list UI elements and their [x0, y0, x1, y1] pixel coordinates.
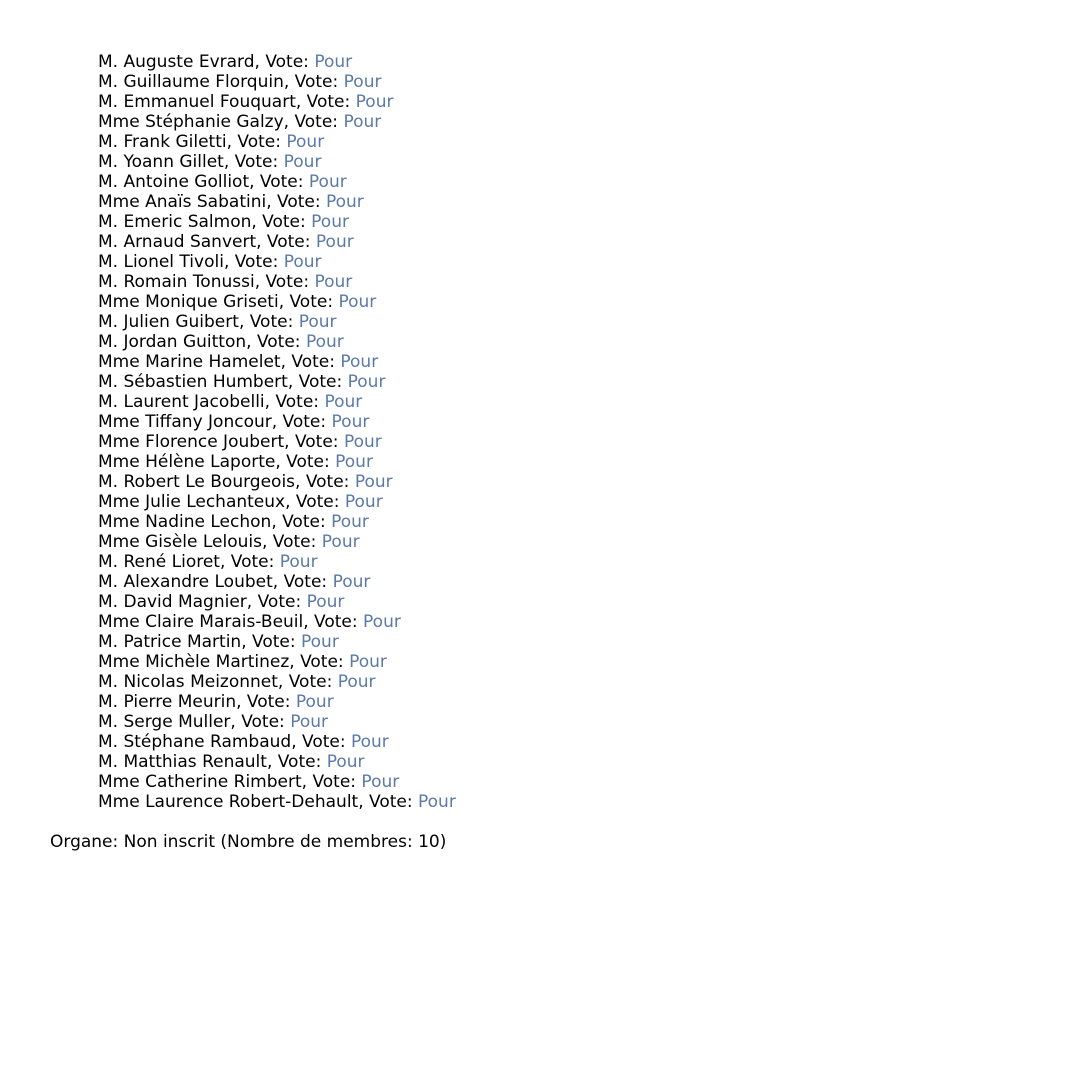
- voter-name: Mme Gisèle Lelouis: [98, 532, 262, 552]
- vote-value: Pour: [286, 132, 325, 152]
- vote-value: Pour: [306, 592, 345, 612]
- voter-row: [98, 452, 456, 472]
- voter-row: [98, 632, 456, 652]
- voter-name: M. Jordan Guitton: [98, 332, 247, 352]
- voter-row: [98, 252, 456, 272]
- vote-prefix: , Vote:: [271, 512, 332, 532]
- vote-value: Pour: [418, 792, 456, 812]
- vote-prefix: , Vote:: [264, 392, 325, 412]
- voter-name: Mme Stéphanie Galzy: [98, 112, 284, 132]
- vote-prefix: , Vote:: [280, 352, 341, 372]
- voter-row: [98, 572, 456, 592]
- vote-value: Pour: [326, 752, 365, 772]
- voter-row: [98, 152, 456, 172]
- vote-value: Pour: [337, 672, 376, 692]
- voter-name: M. Lionel Tivoli: [98, 252, 224, 272]
- vote-prefix: , Vote:: [236, 692, 296, 712]
- vote-prefix: , Vote:: [246, 592, 307, 612]
- vote-value: Pour: [338, 292, 377, 312]
- vote-prefix: , Vote:: [278, 292, 339, 312]
- voter-row: [98, 432, 456, 452]
- vote-value: Pour: [311, 212, 349, 232]
- voter-row: [98, 732, 456, 752]
- vote-prefix: , Vote:: [285, 492, 345, 512]
- voter-name: Mme Michèle Martinez: [98, 652, 290, 672]
- vote-value: Pour: [308, 172, 347, 192]
- voter-name: Mme Hélène Laporte: [98, 452, 276, 472]
- voter-name: Mme Marine Hamelet: [98, 352, 281, 372]
- voter-name: M. Matthias Renault: [98, 752, 267, 772]
- voter-name: M. Laurent Jacobelli: [98, 392, 265, 412]
- vote-prefix: , Vote:: [358, 792, 418, 812]
- voter-name: Mme Catherine Rimbert: [98, 772, 302, 792]
- voter-name: Mme Nadine Lechon: [98, 512, 272, 532]
- vote-prefix: , Vote:: [275, 452, 336, 472]
- voter-row: [98, 212, 456, 232]
- voter-row: [98, 132, 456, 152]
- voter-row: [98, 652, 456, 672]
- vote-value: Pour: [295, 692, 334, 712]
- vote-prefix: , Vote:: [241, 632, 301, 652]
- vote-prefix: , Vote:: [289, 652, 350, 672]
- vote-prefix: , Vote:: [223, 152, 284, 172]
- voter-row: [98, 772, 456, 792]
- vote-value: Pour: [325, 192, 364, 212]
- vote-value: Pour: [283, 152, 322, 172]
- voter-name: M. Robert Le Bourgeois: [98, 472, 296, 492]
- voter-name: M. David Magnier: [98, 592, 247, 612]
- vote-value: Pour: [343, 112, 382, 132]
- voter-name: M. Pierre Meurin: [98, 692, 237, 712]
- voter-row: [98, 332, 456, 352]
- voter-list: [98, 52, 456, 812]
- voter-row: [98, 372, 456, 392]
- vote-value: Pour: [363, 612, 401, 632]
- voter-row: [98, 292, 456, 312]
- vote-value: Pour: [324, 392, 363, 412]
- voter-name: M. Guillaume Florquin: [98, 72, 284, 92]
- voter-name: M. Serge Muller: [98, 712, 231, 732]
- vote-value: Pour: [331, 512, 369, 532]
- vote-prefix: , Vote:: [230, 712, 291, 732]
- voter-name: Mme Florence Joubert: [98, 432, 285, 452]
- voter-row: [98, 712, 456, 732]
- vote-value: Pour: [331, 412, 370, 432]
- voter-row: [98, 272, 456, 292]
- voter-row: [98, 172, 456, 192]
- voter-name: Mme Julie Lechanteux: [98, 492, 286, 512]
- vote-prefix: , Vote:: [254, 52, 315, 72]
- vote-prefix: , Vote:: [256, 232, 316, 252]
- voter-name: M. Sébastien Humbert: [98, 372, 288, 392]
- voter-row: [98, 532, 456, 552]
- voter-name: Mme Monique Griseti: [98, 292, 279, 312]
- vote-prefix: , Vote:: [266, 752, 327, 772]
- vote-prefix: , Vote:: [303, 612, 364, 632]
- voter-name: Mme Claire Marais-Beuil: [98, 612, 304, 632]
- vote-prefix: , Vote:: [249, 172, 309, 192]
- voter-name: M. Romain Tonussi: [98, 272, 255, 292]
- vote-value: Pour: [347, 372, 386, 392]
- voter-name: Mme Laurence Robert-Dehault: [98, 792, 359, 812]
- vote-prefix: , Vote:: [272, 572, 333, 592]
- voter-row: [98, 232, 456, 252]
- vote-value: Pour: [361, 772, 400, 792]
- voter-name: M. Emmanuel Fouquart: [98, 92, 296, 112]
- vote-value: Pour: [340, 352, 379, 372]
- voter-row: [98, 72, 456, 92]
- voter-name: M. Auguste Evrard: [98, 52, 255, 72]
- vote-prefix: , Vote:: [301, 772, 362, 792]
- vote-prefix: , Vote:: [223, 252, 284, 272]
- voter-row: [98, 412, 456, 432]
- voter-row: [98, 472, 456, 492]
- vote-prefix: , Vote:: [238, 312, 299, 332]
- voter-name: M. Stéphane Rambaud: [98, 732, 292, 752]
- vote-value: Pour: [301, 632, 339, 652]
- voter-name: M. Patrice Martin: [98, 632, 242, 652]
- voter-name: M. Frank Giletti: [98, 132, 227, 152]
- voter-row: [98, 592, 456, 612]
- voter-row: [98, 692, 456, 712]
- vote-value: Pour: [332, 572, 371, 592]
- vote-prefix: , Vote:: [295, 472, 355, 492]
- voter-name: Mme Tiffany Joncour: [98, 412, 272, 432]
- voter-row: [98, 312, 456, 332]
- voter-row: [98, 552, 456, 572]
- vote-value: Pour: [335, 452, 373, 472]
- vote-prefix: , Vote:: [262, 532, 322, 552]
- voter-name: M. Emeric Salmon: [98, 212, 252, 232]
- voter-name: M. René Lioret: [98, 552, 220, 572]
- vote-value: Pour: [315, 232, 354, 252]
- vote-prefix: , Vote:: [283, 72, 344, 92]
- vote-prefix: , Vote:: [251, 212, 312, 232]
- voter-row: [98, 192, 456, 212]
- vote-value: Pour: [283, 252, 322, 272]
- vote-prefix: , Vote:: [295, 92, 356, 112]
- organe-heading: Organe: Non inscrit (Nombre de membres: 10): [50, 832, 447, 852]
- voter-row: [98, 92, 456, 112]
- voter-row: [98, 792, 456, 812]
- vote-prefix: , Vote:: [277, 672, 338, 692]
- vote-prefix: , Vote:: [246, 332, 306, 352]
- vote-prefix: , Vote:: [271, 412, 332, 432]
- vote-value: Pour: [350, 732, 389, 752]
- vote-value: Pour: [321, 532, 360, 552]
- voter-name: M. Antoine Golliot: [98, 172, 250, 192]
- voter-row: [98, 612, 456, 632]
- vote-value: Pour: [298, 312, 337, 332]
- voter-row: [98, 112, 456, 132]
- vote-prefix: , Vote:: [283, 112, 344, 132]
- vote-value: Pour: [314, 52, 353, 72]
- vote-value: Pour: [354, 472, 393, 492]
- vote-value: Pour: [349, 652, 387, 672]
- vote-value: Pour: [343, 432, 382, 452]
- vote-value: Pour: [344, 492, 383, 512]
- vote-prefix: , Vote:: [226, 132, 287, 152]
- vote-prefix: , Vote:: [284, 432, 344, 452]
- voter-row: [98, 512, 456, 532]
- voter-name: M. Yoann Gillet: [98, 152, 224, 172]
- voter-row: [98, 492, 456, 512]
- vote-prefix: , Vote:: [219, 552, 280, 572]
- voter-name: M. Julien Guibert: [98, 312, 239, 332]
- vote-prefix: , Vote:: [266, 192, 326, 212]
- voter-name: M. Alexandre Loubet: [98, 572, 273, 592]
- vote-value: Pour: [305, 332, 344, 352]
- vote-value: Pour: [279, 552, 318, 572]
- vote-prefix: , Vote:: [287, 372, 348, 392]
- vote-value: Pour: [314, 272, 353, 292]
- voter-row: [98, 752, 456, 772]
- voter-name: M. Arnaud Sanvert: [98, 232, 257, 252]
- vote-value: Pour: [290, 712, 328, 732]
- voter-row: [98, 672, 456, 692]
- vote-value: Pour: [355, 92, 394, 112]
- voter-row: [98, 52, 456, 72]
- vote-prefix: , Vote:: [254, 272, 315, 292]
- voter-name: M. Nicolas Meizonnet: [98, 672, 278, 692]
- voter-row: [98, 352, 456, 372]
- voter-row: [98, 392, 456, 412]
- vote-value: Pour: [343, 72, 382, 92]
- vote-prefix: , Vote:: [291, 732, 351, 752]
- voter-name: Mme Anaïs Sabatini: [98, 192, 267, 212]
